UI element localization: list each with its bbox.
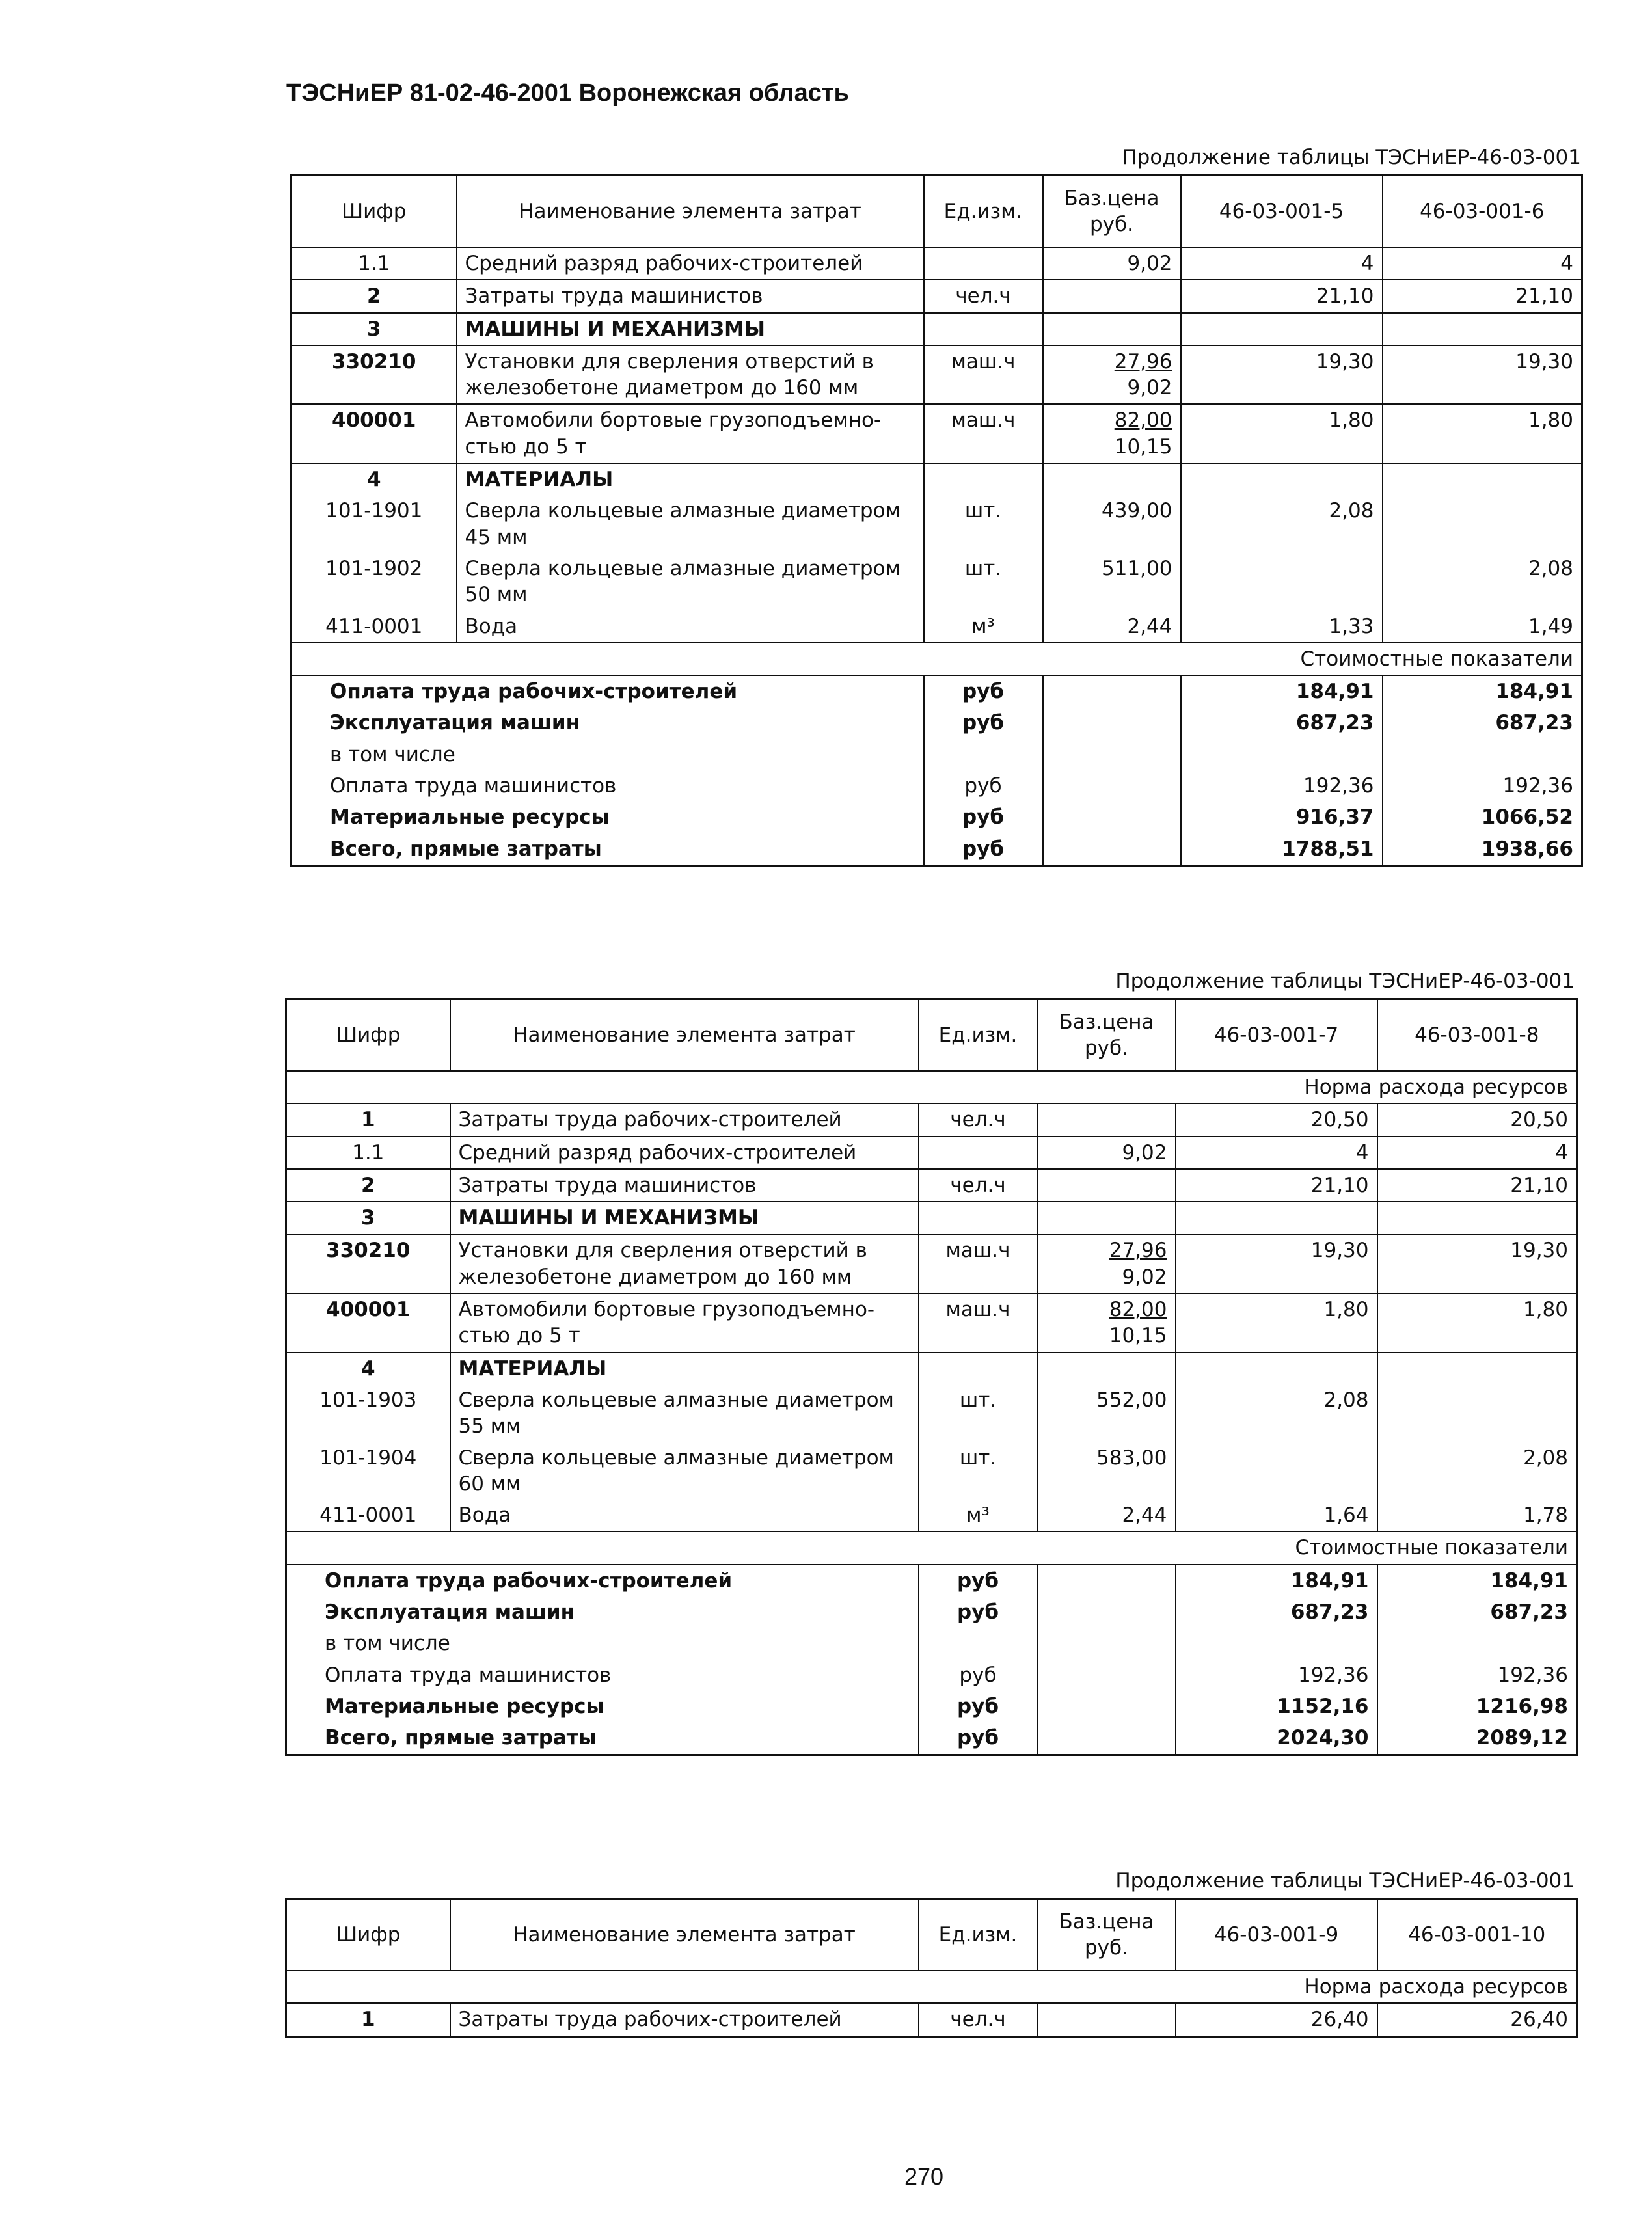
- table-continuation-caption: Продолжение таблицы ТЭСНиЕР-46-03-001: [1122, 146, 1581, 169]
- cell-norm-2: 2,08: [1377, 1442, 1577, 1500]
- cell-code: 4: [291, 463, 457, 495]
- cell-norm-2: 21,10: [1377, 1169, 1577, 1202]
- cell-base-price: [1043, 463, 1181, 495]
- table-row: [291, 553, 1582, 611]
- table-row: [286, 1103, 1577, 1136]
- cell-code: 1: [286, 2003, 450, 2036]
- cost-price-empty: [1043, 675, 1181, 707]
- cell-unit: [919, 1137, 1038, 1169]
- cell-name: Сверла кольцевые алмазные диаметром 60 мм: [450, 1442, 919, 1500]
- cell-name: МАТЕРИАЛЫ: [457, 463, 924, 495]
- cell-unit: чел.ч: [919, 1103, 1038, 1136]
- table-row: [291, 404, 1582, 463]
- column-header-norm-1: 46-03-001-5: [1181, 176, 1383, 248]
- table-row: [286, 1234, 1577, 1293]
- cost-section-header: Стоимостные показатели: [291, 643, 1582, 675]
- cost-value-1: 184,91: [1176, 1565, 1377, 1597]
- cost-price-empty: [1038, 1660, 1176, 1691]
- cell-base-price: [1043, 345, 1181, 405]
- cost-label: Эксплуатация машин: [330, 711, 580, 735]
- cell-base-price: [1043, 313, 1181, 345]
- base-price-wage-value: 9,02: [1122, 1265, 1167, 1289]
- table-row: [286, 1169, 1577, 1202]
- column-header-norm-2: 46-03-001-10: [1377, 1899, 1577, 1971]
- cost-row: [291, 707, 1582, 738]
- table-row: [291, 463, 1582, 495]
- cost-value-2: 184,91: [1377, 1565, 1577, 1597]
- cost-unit: руб: [924, 802, 1043, 833]
- cost-row: [286, 1722, 1577, 1755]
- cell-code: 101-1903: [286, 1384, 450, 1442]
- column-header-base-price: Баз.цена руб.: [1038, 1899, 1176, 1971]
- cost-value-2: 184,91: [1383, 675, 1582, 707]
- cost-label: Оплата труда рабочих-строителей: [330, 680, 738, 704]
- cell-norm-2: [1377, 1353, 1577, 1384]
- cell-norm-2: [1383, 463, 1582, 495]
- cost-row: [286, 1597, 1577, 1628]
- cost-label: Материальные ресурсы: [325, 1694, 604, 1718]
- cost-row: [291, 802, 1582, 833]
- table-header-row: [286, 1899, 1577, 1971]
- cost-price-empty: [1038, 1691, 1176, 1722]
- cell-code: 1.1: [286, 1137, 450, 1169]
- resource-table: [285, 1898, 1578, 2038]
- cell-norm-1: 1,80: [1181, 404, 1383, 463]
- cost-value-1: [1181, 739, 1383, 770]
- cost-price-empty: [1038, 1722, 1176, 1755]
- cell-name: Установки для сверления отверстий в железобетоне диаметром до 160 мм: [450, 1234, 919, 1293]
- cost-value-1: 1788,51: [1181, 833, 1383, 866]
- cost-unit: руб: [924, 675, 1043, 707]
- table-header-row: [291, 176, 1582, 248]
- cell-unit: шт.: [924, 553, 1043, 611]
- cost-label: Оплата труда машинистов: [330, 774, 617, 798]
- cell-name: Автомобили бортовые грузоподъемно-стью до 5 т: [457, 404, 924, 463]
- cell-norm-2: 26,40: [1377, 2003, 1577, 2036]
- cell-unit: шт.: [919, 1442, 1038, 1500]
- cell-name: Затраты труда машинистов: [450, 1169, 919, 1202]
- cell-code: 101-1904: [286, 1442, 450, 1500]
- base-price-value: 27,96: [1109, 1239, 1167, 1263]
- table-row: [286, 1353, 1577, 1384]
- cell-name: МАШИНЫ И МЕХАНИЗМЫ: [457, 313, 924, 345]
- cost-unit: руб: [919, 1660, 1038, 1691]
- cost-row: [286, 1660, 1577, 1691]
- cost-row: [286, 1628, 1577, 1659]
- cell-norm-2: 19,30: [1383, 345, 1582, 405]
- cell-unit: м³: [924, 611, 1043, 643]
- cell-base-price: 439,00: [1043, 495, 1181, 553]
- cost-row: [291, 739, 1582, 770]
- document-header: ТЭСНиЕР 81-02-46-2001 Воронежская область: [286, 79, 849, 107]
- cost-value-2: 2089,12: [1377, 1722, 1577, 1755]
- cell-norm-2: [1383, 313, 1582, 345]
- cost-value-2: [1383, 739, 1582, 770]
- cost-unit: [924, 739, 1043, 770]
- cell-norm-1: 21,10: [1181, 280, 1383, 312]
- cell-name: Сверла кольцевые алмазные диаметром 55 мм: [450, 1384, 919, 1442]
- cost-value-2: 687,23: [1377, 1597, 1577, 1628]
- cost-value-1: 2024,30: [1176, 1722, 1377, 1755]
- cell-name: МАТЕРИАЛЫ: [450, 1353, 919, 1384]
- cell-name: Вода: [457, 611, 924, 643]
- cost-label: Эксплуатация машин: [325, 1600, 575, 1625]
- cost-value-2: 1216,98: [1377, 1691, 1577, 1722]
- cost-value-1: 192,36: [1176, 1660, 1377, 1691]
- table-row: [291, 247, 1582, 280]
- cost-row: [286, 1565, 1577, 1597]
- cell-norm-1: [1176, 1353, 1377, 1384]
- cell-code: 400001: [291, 404, 457, 463]
- cell-norm-2: [1377, 1384, 1577, 1442]
- cell-norm-2: 19,30: [1377, 1234, 1577, 1293]
- cell-norm-1: [1176, 1202, 1377, 1234]
- cell-base-price: 9,02: [1038, 1137, 1176, 1169]
- cell-norm-2: 1,80: [1377, 1293, 1577, 1353]
- cell-base-price: [1038, 1202, 1176, 1234]
- base-price-value: 82,00: [1109, 1298, 1167, 1322]
- table-continuation-caption: Продолжение таблицы ТЭСНиЕР-46-03-001: [1115, 969, 1575, 993]
- cell-norm-1: [1181, 463, 1383, 495]
- cell-name: Затраты труда рабочих-строителей: [450, 2003, 919, 2036]
- cost-value-2: 1066,52: [1383, 802, 1582, 833]
- cell-norm-2: 2,08: [1383, 553, 1582, 611]
- column-header-name: Наименование элемента затрат: [450, 999, 919, 1072]
- cost-value-1: 184,91: [1181, 675, 1383, 707]
- cell-code: 411-0001: [291, 611, 457, 643]
- table-row: [291, 345, 1582, 405]
- cell-norm-2: 1,80: [1383, 404, 1582, 463]
- norm-section-header: Норма расхода ресурсов: [286, 1071, 1577, 1103]
- cell-name: Средний разряд рабочих-строителей: [450, 1137, 919, 1169]
- table-row: [291, 611, 1582, 643]
- cost-value-2: 687,23: [1383, 707, 1582, 738]
- cell-base-price: [1043, 404, 1181, 463]
- cell-norm-2: 4: [1383, 247, 1582, 280]
- cost-row: [286, 1691, 1577, 1722]
- cell-name: Сверла кольцевые алмазные диаметром 45 мм: [457, 495, 924, 553]
- cost-label: в том числе: [325, 1632, 450, 1656]
- cell-norm-2: 4: [1377, 1137, 1577, 1169]
- cell-base-price: 2,44: [1043, 611, 1181, 643]
- cell-base-price: 583,00: [1038, 1442, 1176, 1500]
- cell-base-price: 552,00: [1038, 1384, 1176, 1442]
- cell-code: 3: [286, 1202, 450, 1234]
- cell-unit: чел.ч: [919, 2003, 1038, 2036]
- cell-unit: шт.: [919, 1384, 1038, 1442]
- cell-unit: [924, 247, 1043, 280]
- cell-unit: чел.ч: [919, 1169, 1038, 1202]
- cell-base-price: [1038, 1353, 1176, 1384]
- table-row: [291, 495, 1582, 553]
- column-header-norm-1: 46-03-001-9: [1176, 1899, 1377, 1971]
- cell-base-price: 511,00: [1043, 553, 1181, 611]
- column-header-norm-1: 46-03-001-7: [1176, 999, 1377, 1072]
- table-row: [286, 1500, 1577, 1531]
- column-header-name: Наименование элемента затрат: [457, 176, 924, 248]
- cost-value-1: 1152,16: [1176, 1691, 1377, 1722]
- cost-unit: руб: [919, 1691, 1038, 1722]
- cell-name: Вода: [450, 1500, 919, 1531]
- table-row: [286, 1137, 1577, 1169]
- cell-code: 330210: [286, 1234, 450, 1293]
- base-price-wage-value: 10,15: [1114, 435, 1172, 459]
- base-price-value: 27,96: [1114, 349, 1172, 373]
- table-row: [291, 280, 1582, 312]
- table-header-row: [286, 999, 1577, 1072]
- resource-table: [290, 174, 1583, 867]
- cell-norm-1: 19,30: [1181, 345, 1383, 405]
- cell-code: 101-1901: [291, 495, 457, 553]
- cell-base-price: [1038, 1234, 1176, 1293]
- cell-name: Сверла кольцевые алмазные диаметром 50 мм: [457, 553, 924, 611]
- table-row: [286, 1293, 1577, 1353]
- cost-row: [291, 675, 1582, 707]
- cell-base-price: [1038, 2003, 1176, 2036]
- base-price-value: 82,00: [1114, 409, 1172, 433]
- cell-base-price: [1038, 1103, 1176, 1136]
- table-continuation-caption: Продолжение таблицы ТЭСНиЕР-46-03-001: [1115, 1869, 1575, 1893]
- cost-unit: [919, 1628, 1038, 1659]
- cost-row: [291, 770, 1582, 802]
- norm-section-header: Норма расхода ресурсов: [286, 1971, 1577, 2003]
- cell-unit: [924, 313, 1043, 345]
- table-row: [286, 2003, 1577, 2036]
- cost-unit: руб: [919, 1722, 1038, 1755]
- cost-price-empty: [1043, 802, 1181, 833]
- cell-norm-1: 4: [1181, 247, 1383, 280]
- cell-unit: [919, 1202, 1038, 1234]
- table-row: [286, 1384, 1577, 1442]
- cell-norm-2: 20,50: [1377, 1103, 1577, 1136]
- cell-norm-1: 4: [1176, 1137, 1377, 1169]
- cost-unit: руб: [919, 1597, 1038, 1628]
- cell-unit: [924, 463, 1043, 495]
- cost-price-empty: [1038, 1597, 1176, 1628]
- cell-norm-2: 1,78: [1377, 1500, 1577, 1531]
- cost-label: Всего, прямые затраты: [325, 1726, 597, 1750]
- cost-value-1: 192,36: [1181, 770, 1383, 802]
- cell-base-price: 2,44: [1038, 1500, 1176, 1531]
- cost-value-1: 687,23: [1176, 1597, 1377, 1628]
- cell-base-price: [1038, 1293, 1176, 1353]
- cell-code: 2: [291, 280, 457, 312]
- cell-name: Автомобили бортовые грузоподъемно-стью до 5 т: [450, 1293, 919, 1353]
- cell-norm-1: [1176, 1442, 1377, 1500]
- cell-code: 3: [291, 313, 457, 345]
- cost-unit: руб: [924, 707, 1043, 738]
- cell-code: 1: [286, 1103, 450, 1136]
- cell-norm-1: 19,30: [1176, 1234, 1377, 1293]
- cost-price-empty: [1043, 739, 1181, 770]
- column-header-unit: Ед.изм.: [919, 999, 1038, 1072]
- cost-unit: руб: [924, 833, 1043, 866]
- cell-name: Затраты труда машинистов: [457, 280, 924, 312]
- cost-price-empty: [1043, 707, 1181, 738]
- cost-label: Материальные ресурсы: [330, 805, 610, 829]
- cell-unit: маш.ч: [919, 1293, 1038, 1353]
- cell-norm-1: 1,64: [1176, 1500, 1377, 1531]
- cell-norm-1: [1181, 553, 1383, 611]
- cost-value-1: 916,37: [1181, 802, 1383, 833]
- cost-row: [291, 833, 1582, 866]
- cell-norm-1: 2,08: [1181, 495, 1383, 553]
- cell-norm-2: [1377, 1202, 1577, 1234]
- cell-unit: м³: [919, 1500, 1038, 1531]
- cell-unit: [919, 1353, 1038, 1384]
- cost-price-empty: [1038, 1565, 1176, 1597]
- cell-norm-1: 2,08: [1176, 1384, 1377, 1442]
- cell-code: 101-1902: [291, 553, 457, 611]
- table-row: [286, 1202, 1577, 1234]
- cost-unit: руб: [924, 770, 1043, 802]
- cell-name: Затраты труда рабочих-строителей: [450, 1103, 919, 1136]
- column-header-code: Шифр: [291, 176, 457, 248]
- cell-code: 1.1: [291, 247, 457, 280]
- cell-norm-2: 1,49: [1383, 611, 1582, 643]
- cost-value-2: 192,36: [1383, 770, 1582, 802]
- cell-name: МАШИНЫ И МЕХАНИЗМЫ: [450, 1202, 919, 1234]
- column-header-base-price: Баз.цена руб.: [1043, 176, 1181, 248]
- cell-name: Установки для сверления отверстий в железобетоне диаметром до 160 мм: [457, 345, 924, 405]
- cell-norm-2: [1383, 495, 1582, 553]
- cell-unit: маш.ч: [924, 404, 1043, 463]
- cost-unit: руб: [919, 1565, 1038, 1597]
- cost-value-2: 1938,66: [1383, 833, 1582, 866]
- cost-value-2: 192,36: [1377, 1660, 1577, 1691]
- cell-code: 4: [286, 1353, 450, 1384]
- column-header-norm-2: 46-03-001-6: [1383, 176, 1582, 248]
- cell-norm-1: 21,10: [1176, 1169, 1377, 1202]
- cell-unit: чел.ч: [924, 280, 1043, 312]
- page-number: 270: [904, 2163, 944, 2190]
- column-header-code: Шифр: [286, 1899, 450, 1971]
- column-header-base-price: Баз.цена руб.: [1038, 999, 1176, 1072]
- cost-label: Оплата труда машинистов: [325, 1663, 612, 1687]
- cost-label: Оплата труда рабочих-строителей: [325, 1569, 733, 1593]
- column-header-norm-2: 46-03-001-8: [1377, 999, 1577, 1072]
- cell-norm-1: 20,50: [1176, 1103, 1377, 1136]
- cell-norm-1: 1,33: [1181, 611, 1383, 643]
- cost-value-2: [1377, 1628, 1577, 1659]
- cell-base-price: [1038, 1169, 1176, 1202]
- cost-price-empty: [1043, 833, 1181, 866]
- base-price-wage-value: 10,15: [1109, 1324, 1167, 1348]
- cell-name: Средний разряд рабочих-строителей: [457, 247, 924, 280]
- cost-label: Всего, прямые затраты: [330, 837, 602, 861]
- cost-section-header: Стоимостные показатели: [286, 1531, 1577, 1564]
- column-header-unit: Ед.изм.: [919, 1899, 1038, 1971]
- cell-code: 2: [286, 1169, 450, 1202]
- cost-label: в том числе: [330, 742, 455, 766]
- table-row: [286, 1442, 1577, 1500]
- cell-unit: шт.: [924, 495, 1043, 553]
- cell-code: 330210: [291, 345, 457, 405]
- cell-norm-1: [1181, 313, 1383, 345]
- cell-code: 400001: [286, 1293, 450, 1353]
- base-price-wage-value: 9,02: [1127, 376, 1172, 400]
- cell-code: 411-0001: [286, 1500, 450, 1531]
- cost-value-1: [1176, 1628, 1377, 1659]
- cost-value-1: 687,23: [1181, 707, 1383, 738]
- column-header-unit: Ед.изм.: [924, 176, 1043, 248]
- cost-price-empty: [1043, 770, 1181, 802]
- resource-table: [285, 998, 1578, 1756]
- cell-unit: маш.ч: [924, 345, 1043, 405]
- cell-base-price: 9,02: [1043, 247, 1181, 280]
- cell-base-price: [1043, 280, 1181, 312]
- column-header-code: Шифр: [286, 999, 450, 1072]
- table-row: [291, 313, 1582, 345]
- cell-unit: маш.ч: [919, 1234, 1038, 1293]
- column-header-name: Наименование элемента затрат: [450, 1899, 919, 1971]
- cost-price-empty: [1038, 1628, 1176, 1659]
- cell-norm-2: 21,10: [1383, 280, 1582, 312]
- cell-norm-1: 26,40: [1176, 2003, 1377, 2036]
- cell-norm-1: 1,80: [1176, 1293, 1377, 1353]
